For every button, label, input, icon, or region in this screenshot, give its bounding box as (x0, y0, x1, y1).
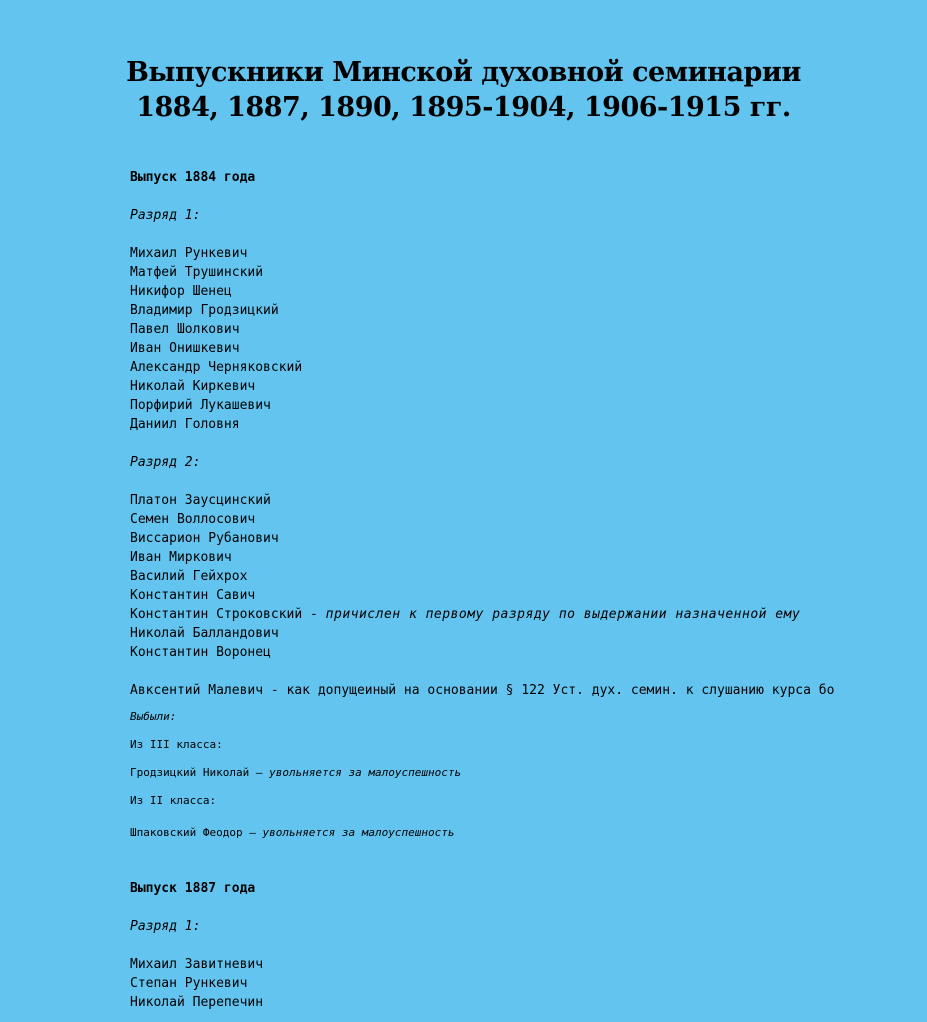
list-item: Константин Воронец (130, 645, 271, 660)
list-item-with-note (130, 605, 927, 624)
list-item: Николай Перепечин (130, 995, 264, 1010)
section-heading-1887: Выпуск 1887 года (130, 881, 256, 896)
rank-2-list-1884 (130, 491, 927, 662)
title-line-2: 1884, 1887, 1890, 1895-1904, 1906-1915 гг. (136, 92, 791, 123)
graduate-name: Шпаковский Феодор – (130, 826, 263, 839)
malevich-note: Авксентий Малевич - как допущеиный на основании § 122 Уст. дух. семин. к слушанию курса бо (130, 683, 835, 698)
title-line-1: Выпускники Минской духовной семинарии (126, 57, 801, 88)
list-item: Павел Шолкович (130, 322, 240, 337)
page-title (0, 55, 927, 125)
list-item: Платон Заусцинский (130, 493, 271, 508)
rank-1-list-1884 (130, 244, 927, 434)
graduate-name: Гродзицкий Николай – (130, 766, 270, 779)
document-content (130, 168, 927, 1012)
list-item: Василий Гейхрох (130, 569, 248, 584)
dropped-item-class-2 (130, 823, 927, 842)
list-item: Никифор Шенец (130, 284, 232, 299)
list-item: Порфирий Лукашевич (130, 398, 271, 413)
list-item: Николай Киркевич (130, 379, 256, 394)
list-item: Александр Черняковский (130, 360, 303, 375)
rank-1-label-1887: Разряд 1: (130, 919, 201, 934)
graduate-note: причислен к первому разряду по выдержании назначенной ему (325, 607, 801, 622)
list-item: Владимир Гродзицкий (130, 303, 279, 318)
list-item: Иван Онишкевич (130, 341, 240, 356)
list-item: Николай Балландович (130, 626, 279, 641)
list-item: Константин Савич (130, 588, 256, 603)
list-item: Виссарион Рубанович (130, 531, 279, 546)
rank-1-label-1884: Разряд 1: (130, 208, 201, 223)
list-item: Михаил Рункевич (130, 246, 248, 261)
graduate-name: Константин Строковский - (130, 607, 326, 622)
dropped-item-class-3 (130, 763, 927, 782)
list-item: Даниил Головня (130, 417, 240, 432)
graduate-note: увольняется за малоуспешность (262, 826, 455, 839)
rank-1-list-1887 (130, 955, 927, 1012)
list-item: Семен Воллосович (130, 512, 256, 527)
list-item: Иван Миркович (130, 550, 232, 565)
list-item: Матфей Трушинский (130, 265, 264, 280)
graduate-note: увольняется за малоуспешность (269, 766, 462, 779)
list-item: Михаил Завитневич (130, 957, 264, 972)
section-heading-1884: Выпуск 1884 года (130, 170, 256, 185)
list-item: Степан Рункевич (130, 976, 248, 991)
rank-2-label-1884: Разряд 2: (130, 455, 201, 470)
dropped-label: Выбыли: (130, 710, 177, 723)
class-3-label: Из III класса: (130, 738, 223, 751)
class-2-label: Из II класса: (130, 794, 217, 807)
